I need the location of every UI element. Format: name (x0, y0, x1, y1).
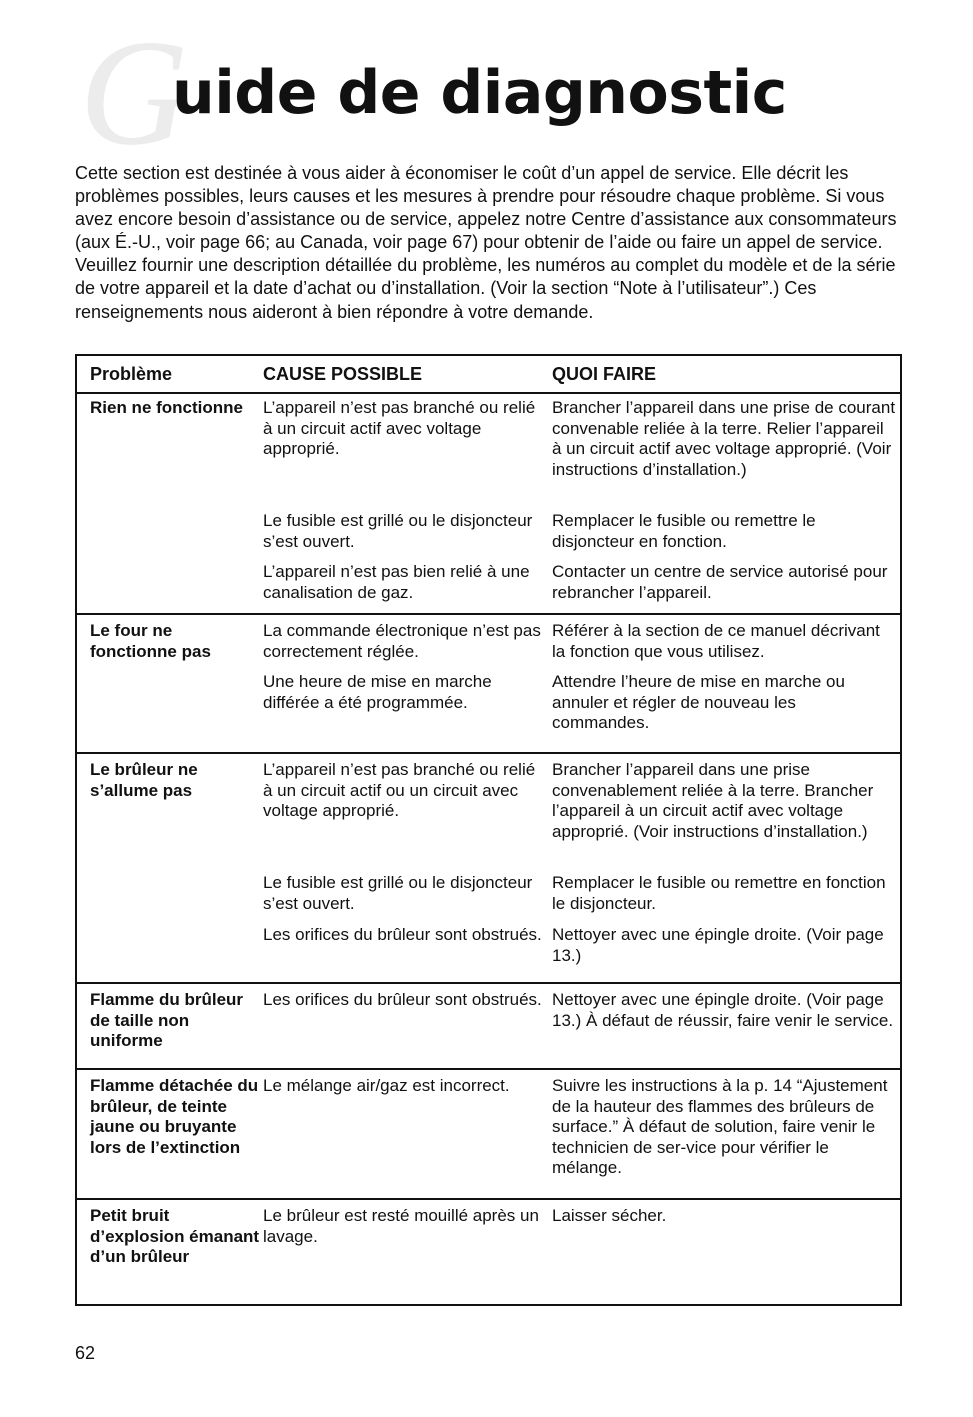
fix-text: Attendre l’heure de mise en marche ou annuler et régler de nouveau les commandes. (552, 672, 845, 732)
cause-text: La commande électronique n’est pas correctement réglée. (263, 621, 541, 661)
cause-text: L’appareil n’est pas branché ou relié à un circuit actif ou un circuit avec voltage approprié. (263, 760, 536, 820)
decorative-initial: G (80, 10, 189, 176)
problem-label: Flamme détachée du brûleur, de teinte jaune ou bruyante lors de l’extinction (90, 1076, 259, 1157)
fix-text: Contacter un centre de service autorisé pour rebrancher l’appareil. (552, 562, 888, 602)
page-number: 62 (75, 1343, 96, 1363)
problem-label: Petit bruit d’explosion émanant d’un brûleur (90, 1206, 260, 1266)
cause-text: Le fusible est grillé ou le disjoncteur s’est ouvert. (263, 873, 533, 913)
fix-text: Nettoyer avec une épingle droite. (Voir page 13.) À défaut de réussir, faire venir le service. (552, 990, 894, 1030)
cause-text: Une heure de mise en marche différée a été programmée. (263, 672, 492, 712)
cause-text: L’appareil n’est pas bien relié à une canalisation de gaz. (263, 562, 530, 602)
fix-text: Brancher l’appareil dans une prise convenablement reliée à la terre. Brancher l’appareil à un circuit actif avec voltage approprié. (Voir instructions d’installation.) (552, 760, 874, 841)
diagnostic-table (75, 354, 902, 1306)
problem-label: Le brûleur ne s’allume pas (90, 760, 198, 800)
header-cause: CAUSE POSSIBLE (263, 364, 423, 384)
fix-text: Brancher l’appareil dans une prise de courant convenable reliée à la terre. Relier l’appareil à un circuit actif avec voltage approprié. (Voir instructions d’installation.) (552, 398, 896, 479)
problem-label: Le four ne fonctionne pas (90, 621, 211, 661)
fix-text: Nettoyer avec une épingle droite. (Voir page 13.) (552, 925, 884, 965)
cause-text: Le fusible est grillé ou le disjoncteur s’est ouvert. (263, 511, 533, 551)
problem-label: Flamme du brûleur de taille non uniforme (90, 990, 244, 1050)
fix-text: Laisser sécher. (552, 1206, 667, 1225)
title-text: uide de diagnostic (172, 58, 787, 128)
cause-text: Les orifices du brûleur sont obstrués. (263, 925, 542, 944)
fix-text: Remplacer le fusible ou remettre le disjoncteur en fonction. (552, 511, 816, 551)
table-row (77, 392, 900, 615)
fix-text: Référer à la section de ce manuel décrivant la fonction que vous utilisez. (552, 621, 880, 661)
table-header (77, 356, 900, 394)
intro-paragraph: Cette section est destinée à vous aider à économiser le coût d’un appel de service. Elle décrit les problèmes possibles, leurs causes et les mesures à prendre pour résoudre chaque problème. Si vous avez encore besoin d’assistance ou de service, appelez notre Centre d’assistance aux consommateurs (aux É.-U., voir page 66; au Canada, voir page 67) pour obtenir de l’aide ou faire un appel de service. Veuillez fournir une description détaillée du problème, les numéros au complet du modèle et de la série de votre appareil et la date d’achat ou d’installation. (Voir la section “Note à l’utilisateur”.) Ces renseignements nous aideront à bien répondre à votre demande. (75, 163, 897, 322)
cause-text: Les orifices du brûleur sont obstrués. (263, 990, 542, 1009)
page-title (80, 10, 900, 176)
table-row (77, 1070, 900, 1200)
table-row (77, 1200, 900, 1304)
header-problem: Problème (90, 364, 173, 384)
problem-label: Rien ne fonctionne (90, 398, 243, 417)
cause-text: L’appareil n’est pas branché ou relié à un circuit actif avec voltage approprié. (263, 398, 536, 458)
table-row (77, 754, 900, 984)
header-fix: QUOI FAIRE (552, 364, 657, 384)
cause-text: Le mélange air/gaz est incorrect. (263, 1076, 510, 1095)
fix-text: Remplacer le fusible ou remettre en fonction le disjoncteur. (552, 873, 886, 913)
table-row (77, 984, 900, 1070)
fix-text: Suivre les instructions à la p. 14 “Ajustement de la hauteur des flammes des brûleurs de surface.” À défaut de solution, faire venir le technicien de ser-vice pour vérifier le mélange. (552, 1076, 888, 1177)
cause-text: Le brûleur est resté mouillé après un lavage. (263, 1206, 539, 1246)
table-row (77, 615, 900, 754)
